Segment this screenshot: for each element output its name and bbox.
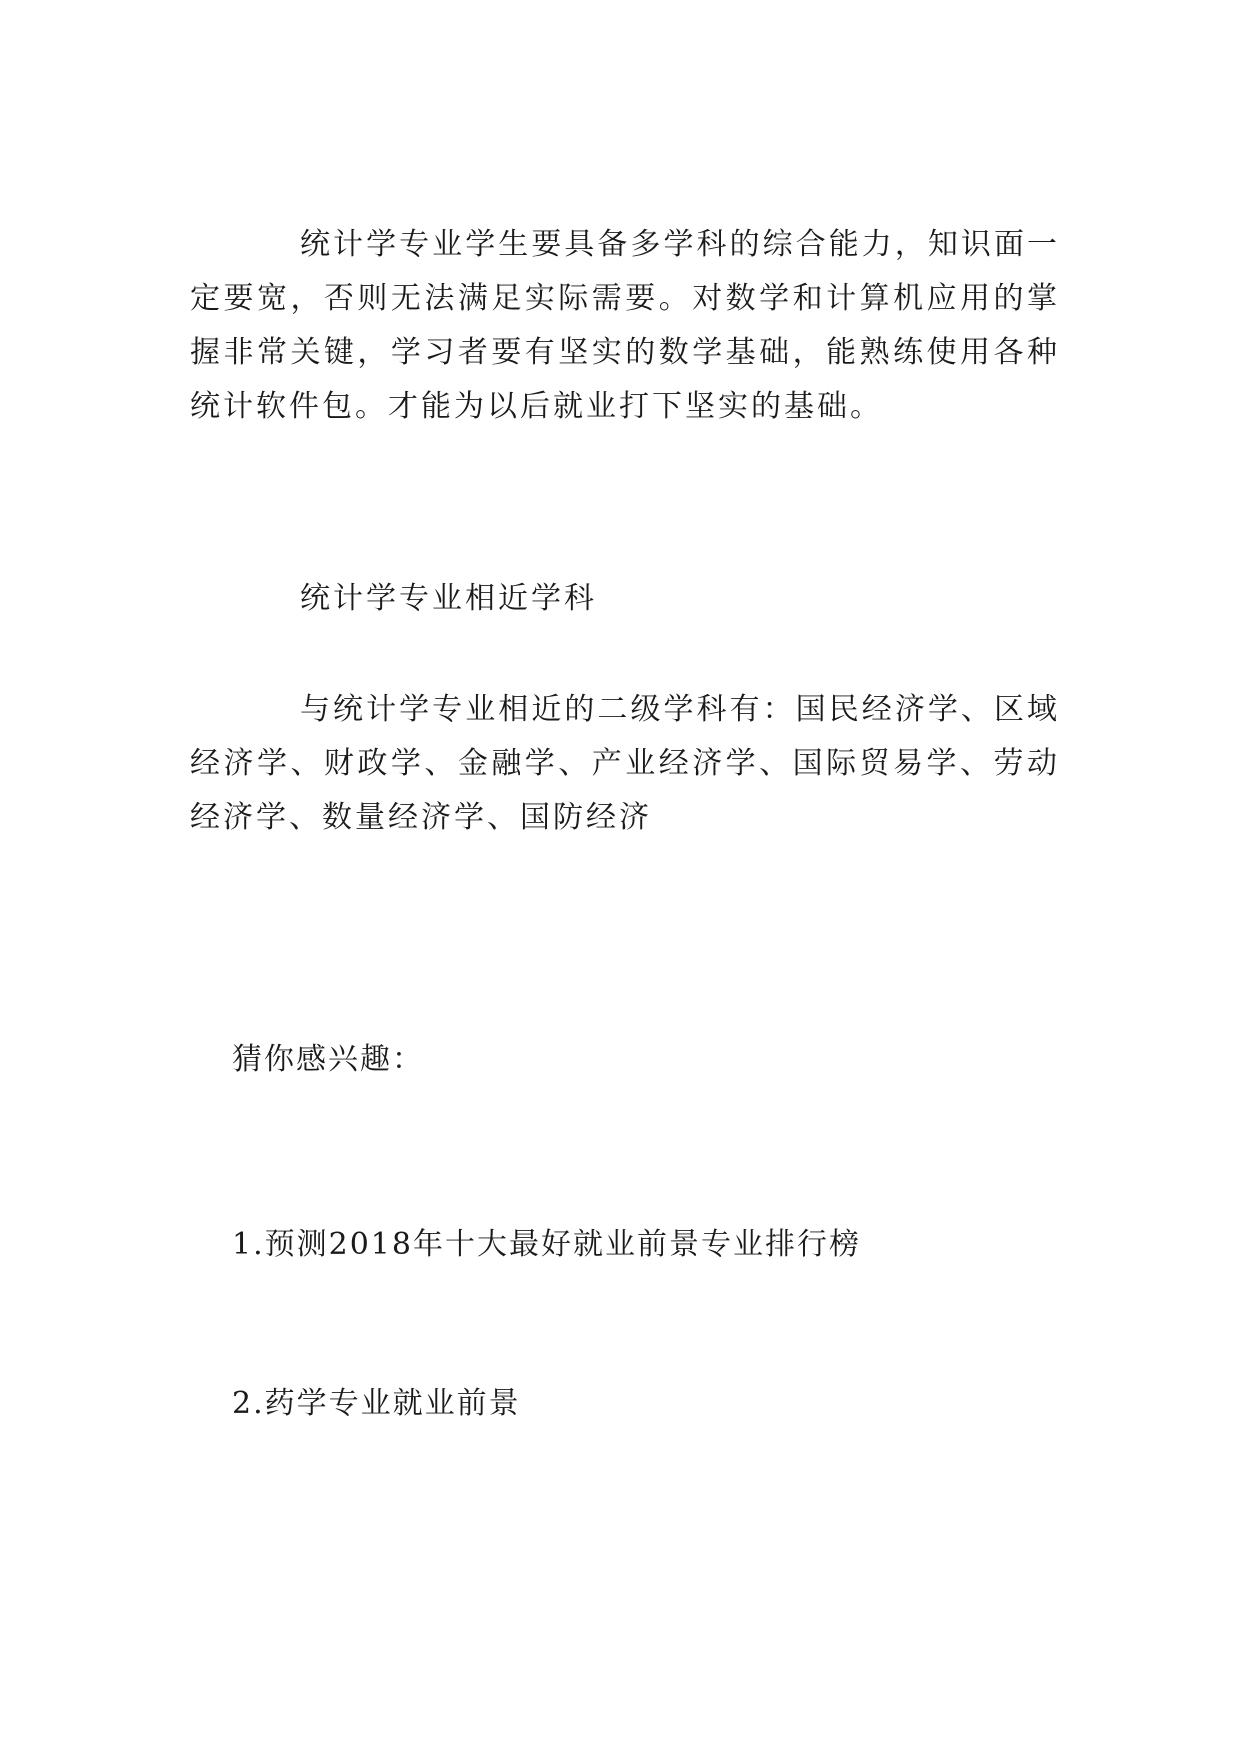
related-link-2[interactable]: 2.药学专业就业前景 xyxy=(232,1386,521,1421)
interest-label: 猜你感兴趣： xyxy=(232,1042,424,1077)
section-heading-related-disciplines: 统计学专业相近学科 xyxy=(300,581,597,616)
paragraph-related-disciplines: 与统计学专业相近的二级学科有：国民经济学、区域经济学、财政学、金融学、产业经济学、国际贸易学、劳动经济学、数量经济学、国防经济 xyxy=(190,692,1060,835)
related-link-1[interactable]: 1.预测2018年十大最好就业前景专业排行榜 xyxy=(232,1227,861,1262)
paragraph-skills: 统计学专业学生要具备多学科的综合能力，知识面一定要宽，否则无法满足实际需要。对数学和计算机应用的掌握非常关键，学习者要有坚实的数学基础，能熟练使用各种统计软件包。才能为以后就业打下坚实的基础。 xyxy=(190,227,1060,424)
